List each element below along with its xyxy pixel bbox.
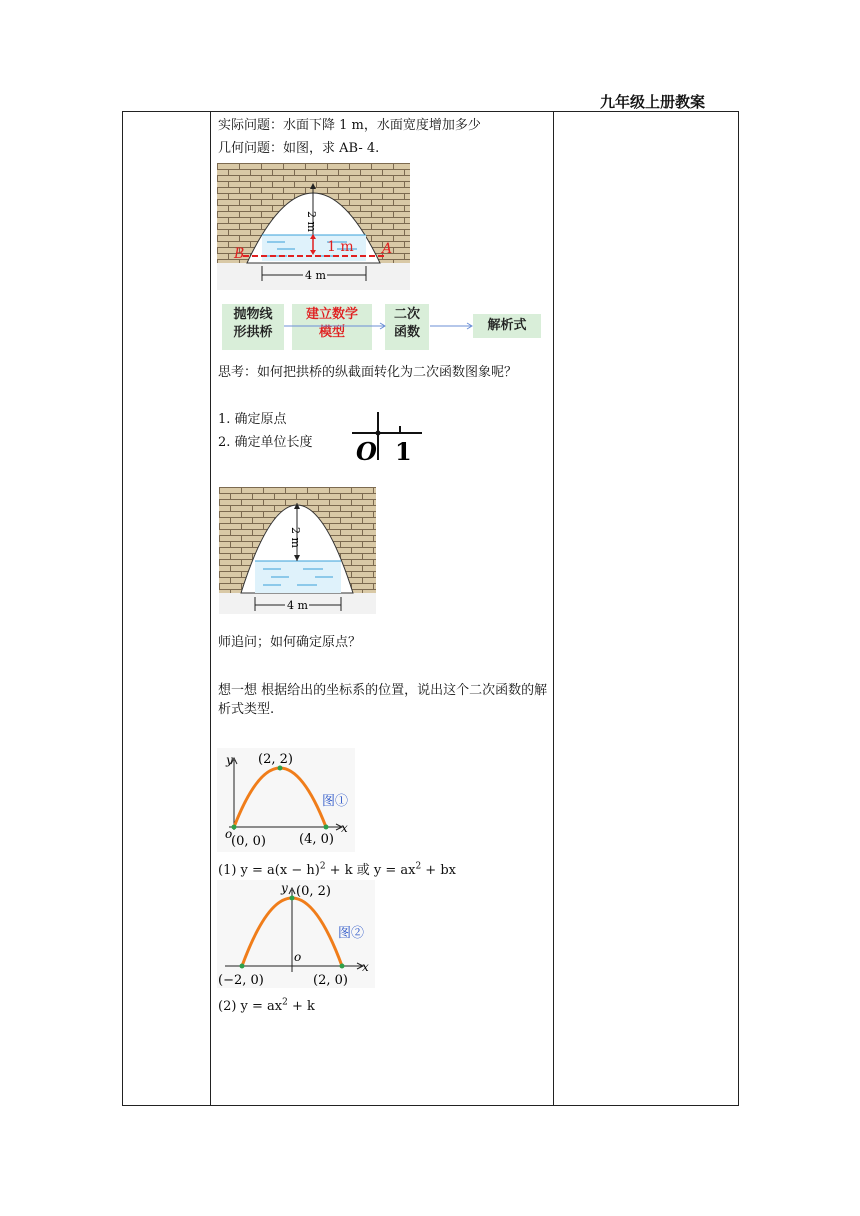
graph1-origin-label: o xyxy=(225,827,233,841)
flow-box-math-model-label: 建立数学 模型 xyxy=(305,307,358,340)
flow-box-expression xyxy=(473,314,541,338)
bridge-figure-2 xyxy=(219,487,376,614)
graph1-tag: 图① xyxy=(322,794,349,809)
graph2-x-label: x xyxy=(362,960,369,974)
fig1-height-label: 2 m xyxy=(305,211,318,232)
page-header-title: 九年级上册教案 xyxy=(600,93,706,111)
bridge-figure-1 xyxy=(217,163,410,290)
origin-unit-figure xyxy=(350,410,425,466)
formula-1-exp-1: 2 xyxy=(319,861,326,872)
formula-2-suffix: + k xyxy=(287,999,315,1014)
fig1-point-a: A xyxy=(382,241,393,257)
think-question-text: 思考：如何把拱桥的纵截面转化为二次函数图象呢？ xyxy=(218,365,518,380)
graph2-tag: 图② xyxy=(338,926,365,941)
fig1-point-b: B xyxy=(234,246,245,262)
formula-2 xyxy=(218,997,315,1016)
fig1-width-label: 4 m xyxy=(305,269,326,282)
think-about-text: 想一想 根据给出的坐标系的位置，说出这个二次函数的解析式类型. xyxy=(218,683,548,717)
header-rule xyxy=(122,111,739,112)
graph2-right-root-label: (2, 0) xyxy=(313,973,348,988)
parabola-graph-2 xyxy=(217,880,375,988)
graph2-y-label: y xyxy=(281,881,288,895)
flow-box-arch-bridge xyxy=(222,304,284,350)
unit-label: 1 xyxy=(395,437,412,466)
formula-2-prefix: (2) y = ax xyxy=(218,999,283,1014)
graph2-origin-label: o xyxy=(294,950,302,964)
flow-box-quadratic-label: 二次 函数 xyxy=(393,307,420,340)
graph1-y-label: y xyxy=(226,753,233,767)
formula-1-exp-2: 2 xyxy=(415,861,422,872)
fig2-width-label: 4 m xyxy=(287,599,308,612)
table-border-left xyxy=(122,111,123,1106)
practical-problem-text: 实际问题：水面下降 1 m，水面宽度增加多少 xyxy=(218,118,481,133)
graph1-vertex-label: (2, 2) xyxy=(258,752,293,767)
flow-box-arch-bridge-label: 抛物线 形拱桥 xyxy=(233,307,273,340)
parabola-graph-1 xyxy=(217,748,355,852)
origin-label: O xyxy=(356,437,377,466)
flow-arrows xyxy=(284,318,474,334)
table-divider-2 xyxy=(553,111,554,1106)
graph1-x-label: x xyxy=(341,821,348,835)
graph2-vertex-label: (0, 2) xyxy=(296,884,331,899)
formula-1 xyxy=(218,861,456,880)
step-unit-text: 2. 确定单位长度 xyxy=(218,435,313,450)
table-border-bottom xyxy=(122,1105,739,1106)
table-border-right xyxy=(738,111,739,1106)
graph1-left-root-label: (0, 0) xyxy=(231,834,266,849)
fig2-height-label: 2 m xyxy=(289,527,302,548)
formula-1-prefix: (1) y = a(x − h) xyxy=(218,863,320,878)
graph2-left-root-label: (−2, 0) xyxy=(218,973,264,988)
step-origin-text: 1. 确定原点 xyxy=(218,412,287,427)
graph1-right-root-label: (4, 0) xyxy=(299,832,334,847)
flow-box-expression-label: 解析式 xyxy=(487,318,527,333)
fig1-drop-label: 1 m xyxy=(327,239,354,255)
formula-2-exp: 2 xyxy=(282,997,288,1008)
table-divider-1 xyxy=(210,111,211,1106)
geometry-problem-text: 几何问题：如图，求 AB- 4. xyxy=(218,141,380,156)
teacher-followup-text: 师追问；如何确定原点？ xyxy=(218,635,362,650)
formula-1-mid: + k 或 y = ax xyxy=(325,863,416,878)
formula-1-suffix: + bx xyxy=(421,863,456,878)
